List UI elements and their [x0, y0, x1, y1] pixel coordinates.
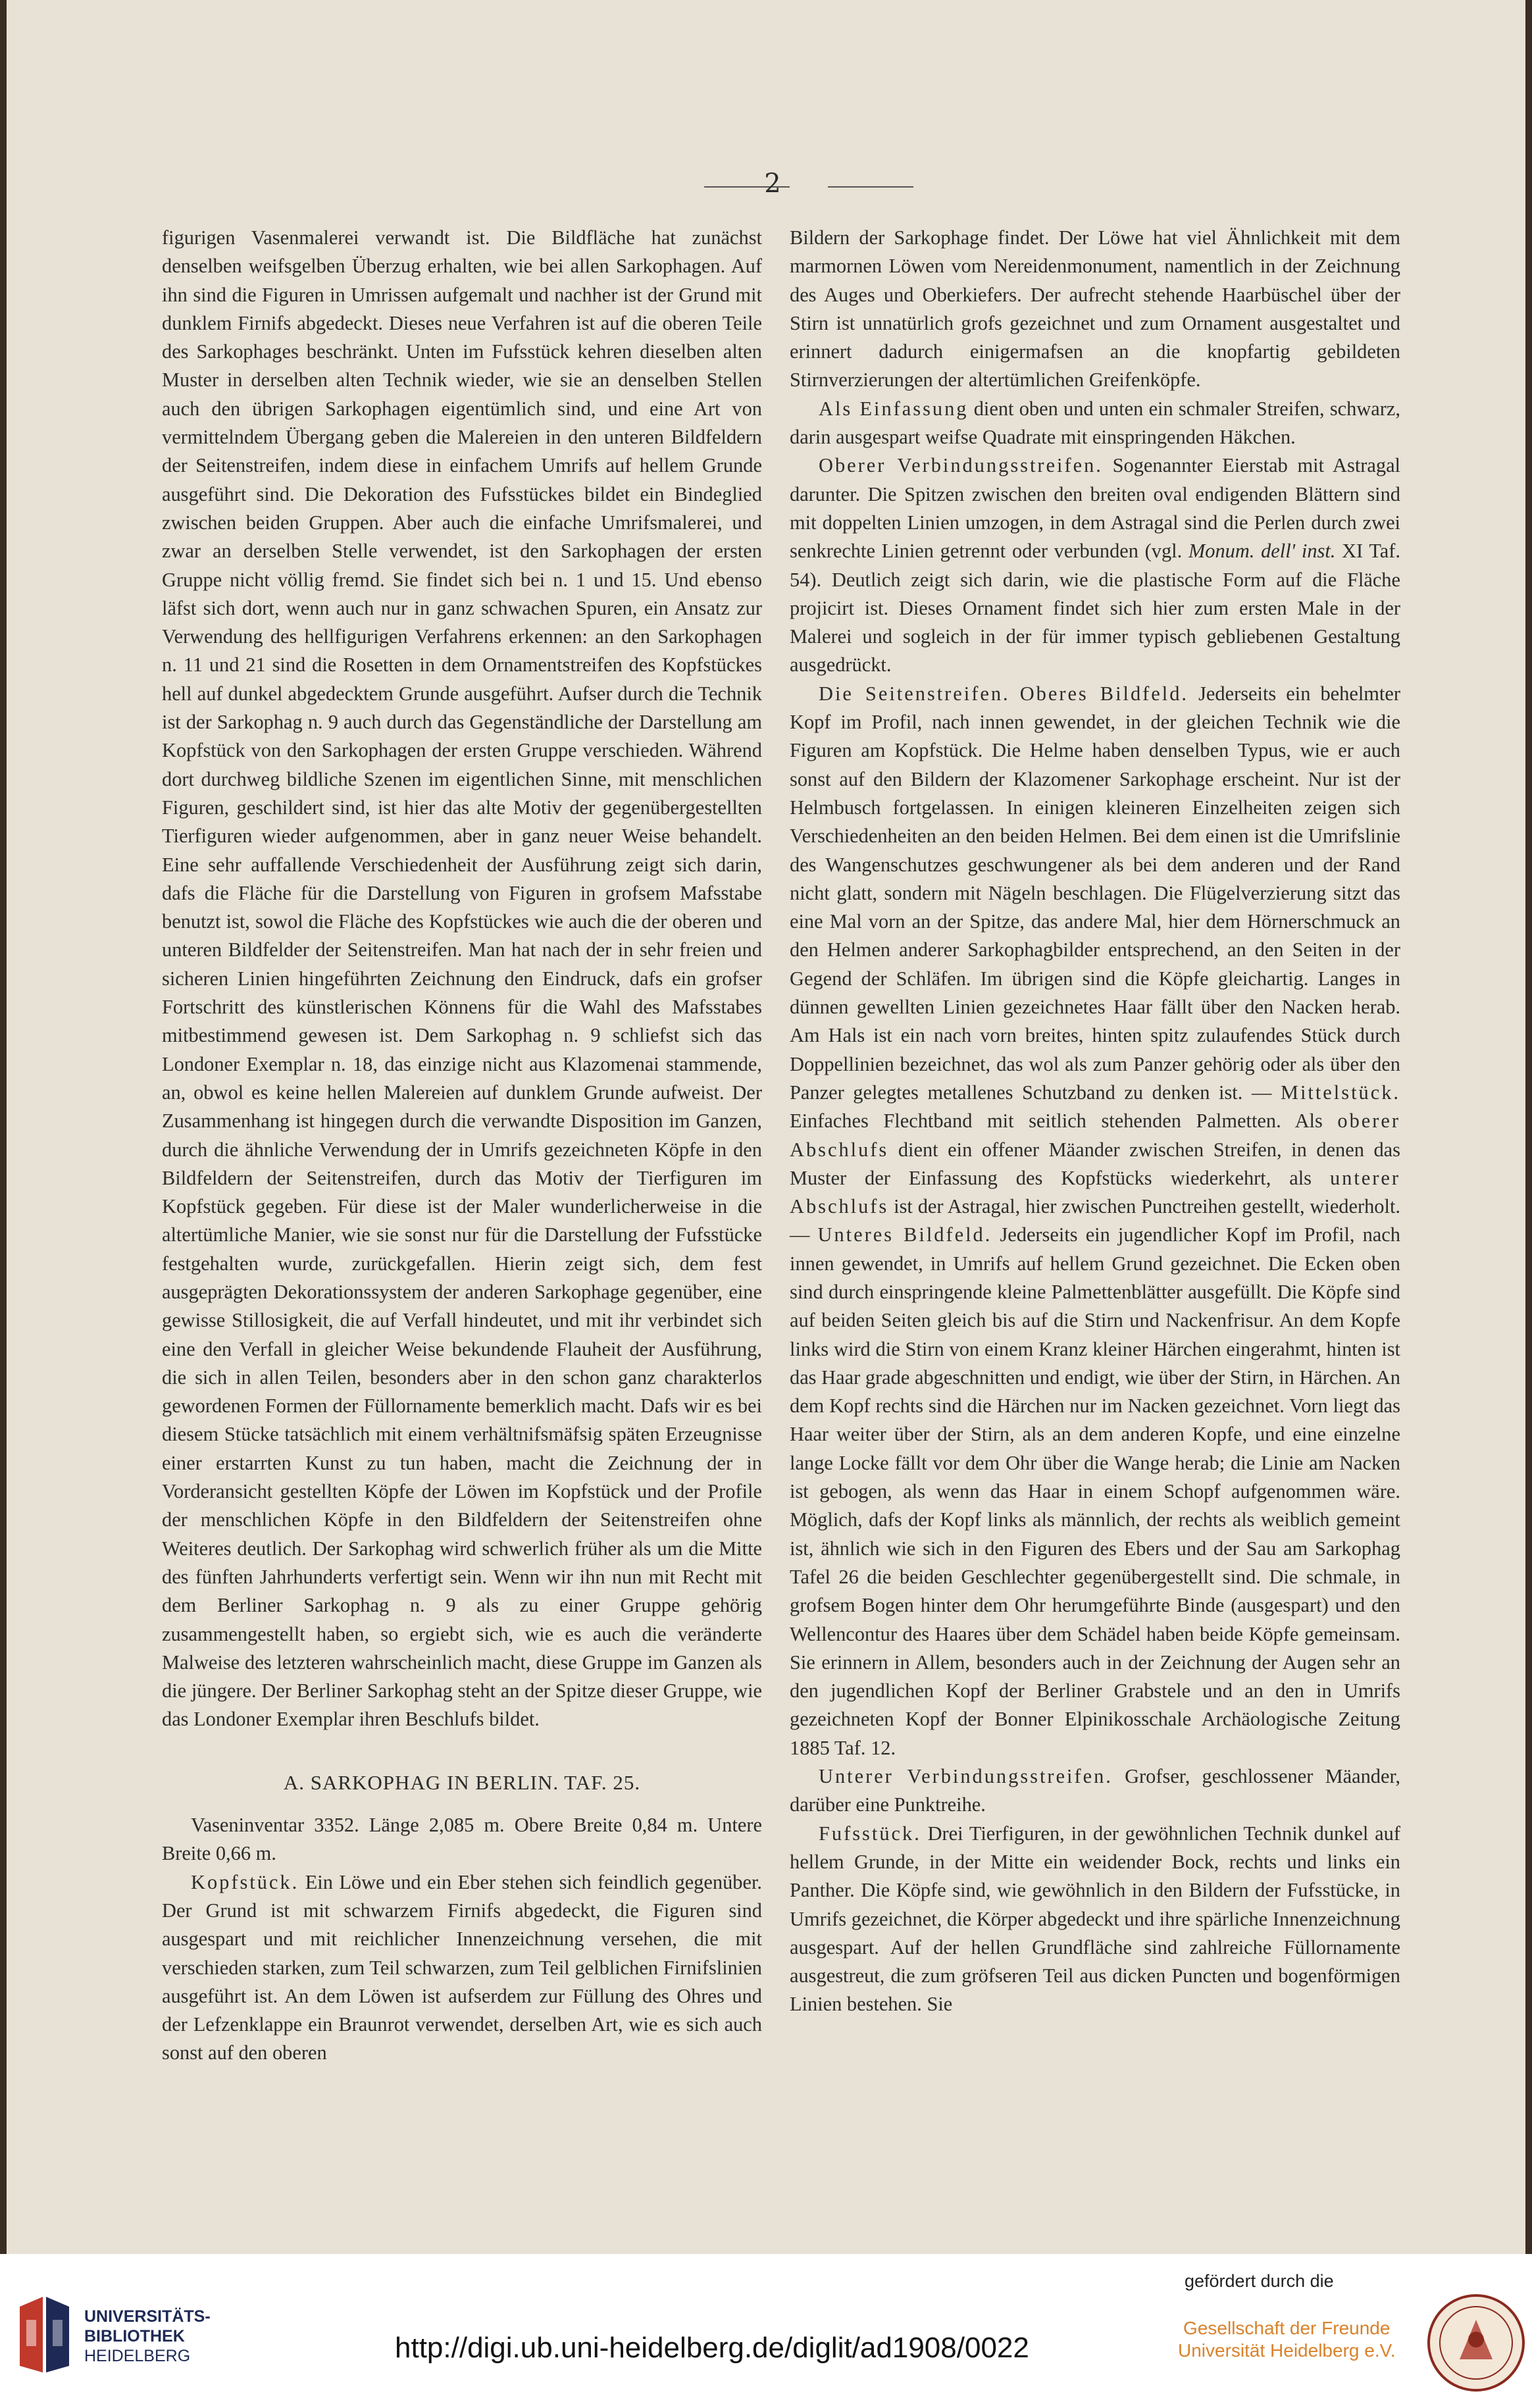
right-column: [790, 224, 1400, 2019]
right-paragraph-5-text: Grofser, geschlossener Mäander, darüber eine Punktreihe.: [790, 1765, 1400, 1816]
left-paragraph-2: Vaseninventar 3352. Länge 2,085 m. Obere Breite 0,84 m. Untere Breite 0,66 m.: [162, 1814, 762, 1865]
library-line-1: UNIVERSITÄTS-: [84, 2307, 211, 2326]
label-oberer-abschluss: oberer Abschlufs: [790, 1110, 1400, 1161]
library-name: [84, 2307, 211, 2366]
right-paragraph-4-text-d: ist der Astragal, hier zwischen Punctreihen gestellt, wiederholt. —: [790, 1195, 1400, 1246]
label-unterer-verbindungsstreifen: Unterer Verbindungsstreifen.: [819, 1765, 1113, 1788]
page-number-rule-right: [828, 186, 913, 188]
left-paragraph-3: [162, 1868, 762, 2068]
right-paragraph-2-text: dient oben und unten ein schmaler Streifen, schwarz, darin ausgespart weifse Quadrate mit einspringenden Häkchen.: [790, 397, 1400, 449]
sponsor-line-1: Gesellschaft der Freunde: [1183, 2318, 1391, 2338]
right-paragraph-4-text-b: Einfaches Flechtband mit seitlich stehenden Palmetten. Als: [790, 1110, 1323, 1133]
label-oberes-bildfeld: Oberes Bildfeld.: [1019, 682, 1189, 705]
digitization-footer: [0, 2254, 1532, 2408]
right-paragraph-3: [790, 451, 1400, 679]
label-fussstueck: Fufsstück.: [819, 1822, 921, 1845]
library-line-3: HEIDELBERG: [84, 2347, 191, 2365]
label-unterer-abschluss: unterer Abschlufs: [790, 1166, 1400, 1218]
section-heading: A. SARKOPHAG IN BERLIN. TAF. 25.: [283, 1770, 641, 1794]
sponsor-name: [1178, 2317, 1395, 2362]
right-paragraph-3-text-b: XI Taf. 54). Deutlich zeigt sich darin, wie die plastische Form auf die Fläche projicirt ist. Dieses Ornament findet sich hier zum ersten Male in der Malerei und sogleich in der für immer typisch gebliebenen Gestaltung ausgedrückt.: [790, 540, 1400, 677]
label-seitenstreifen: Die Seitenstreifen.: [819, 682, 1010, 705]
label-oberer-verbindungsstreifen: Oberer Verbindungsstreifen.: [819, 454, 1103, 477]
label-kopfstueck: Kopfstück.: [191, 1870, 299, 1893]
label-einfassung: Als Einfassung: [819, 397, 969, 420]
label-mittelstueck: Mittelstück.: [1280, 1081, 1400, 1104]
university-seal-icon: [1427, 2293, 1525, 2392]
ub-heidelberg-logo-icon: [13, 2293, 76, 2379]
right-paragraph-4-text-a: Jederseits ein behelmter Kopf im Profil, nach innen gewendet, in der gleichen Technik wie die Figuren am Kopfstück. Die Helme haben denselben Typus, wie er auch sonst auf den Bildern der Klazomener Sarkophage erscheint. Nur ist der Helmbusch fortgelassen. In einigen kleineren Einzelheiten zeigen sich Verschiedenheiten an den beiden Helmen. Bei dem einen ist die Umrifslinie des Wangenschutzes geschwungener als bei dem anderen und der Rand nicht glatt, sondern mit Nägeln beschlagen. Die Flügelverzierung sitzt das eine Mal vorn an der Spitze, das andere Mal, hier dem Hörnerschmuck an den Helmen anderer Sarkophagbilder entsprechend, an den Seiten in der Gegend der Schläfen. Im übrigen sind die Köpfe gleichartig. Langes in dünnen gewellten Linien gezeichnetes Haar fällt über den Nacken herab. Am Hals ist ein nach vorn breites, hinten spitz zulaufendes Stück durch Doppellinien bezeichnet, das wol als zum Panzer gehörig oder als über den Panzer gelegtes metallenes Schutzband zu denken ist. —: [790, 682, 1400, 1104]
document-paper: [7, 0, 1525, 2254]
sponsor-intro: gefördert durch die: [1185, 2271, 1334, 2291]
right-paragraph-4-text-c: dient ein offener Mäander zwischen Streifen, in denen das Muster der Einfassung des Kopfstücks wiederkehrt, als: [790, 1138, 1400, 1189]
library-line-2: BIBLIOTHEK: [84, 2327, 185, 2345]
right-paragraph-1: Bildern der Sarkophage findet. Der Löwe hat viel Ähnlichkeit mit dem marmornen Löwen vom Nereidenmonument, namentlich in der Zeichnung des Auges und Oberkiefers. Der aufrecht stehende Haarbüschel über der Stirn ist unnatürlich grofs gezeichnet und zum Ornament ausgestaltet und erinnert dadurch einigermafsen an die knopfartig gebildeten Stirnverzierungen der altertümlichen Greifenköpfe.: [790, 226, 1400, 392]
right-paragraph-6-text: Drei Tierfiguren, in der gewöhnlichen Technik dunkel auf hellem Grunde, in der Mitte ein weidender Bock, rechts und links ein Panther. Die Köpfe sind, wie gewöhnlich in den Bildern der Fufsstücke, in Umrifs gezeichnet, die Körper abgedeckt und ihre spärliche Innenzeichnung ausgespart. Auf der hellen Grundfläche sind zahlreiche Füllornamente ausgestreut, die zum gröfseren Teil aus dicken Puncten und bogenförmigen Linien bestehen. Sie: [790, 1822, 1400, 2016]
left-paragraph-3-text: Ein Löwe und ein Eber stehen sich feindlich gegenüber. Der Grund ist mit schwarzem Firnifs abgedeckt, die Figuren sind ausgespart und mit reichlicher Innenzeichnung versehen, die mit verschieden starken, zum Teil schwarzen, zum Teil gelblichen Firnifslinien ausgeführt ist. An dem Löwen ist aufserdem zur Füllung des Ohres und der Lefzenklappe ein Braunrot verwendet, derselben Art, wie es sich auch sonst auf den oberen: [162, 1870, 762, 2064]
left-paragraph-1: figurigen Vasenmalerei verwandt ist. Die Bildfläche hat zunächst denselben weifsgelben Überzug erhalten, wie bei allen Sarkophagen. Auf ihn sind die Figuren in Umrissen aufgemalt und nachher ist der Grund mit dunklem Firnifs abgedeckt. Dieses neue Verfahren ist auf die oberen Teile des Sarkophages beschränkt. Unten im Fufsstück kehren dieselben alten Muster in derselben alten Technik wieder, wie sie an denselben Stellen auch den übrigen Sarkophagen eigentümlich sind, und eine Art von vermittelndem Übergang geben die Malereien in den unteren Bildfeldern der Seitenstreifen, indem diese in einfachem Umrifs auf hellem Grunde ausgeführt sind. Die Dekoration des Fufsstückes bildet ein Bindeglied zwischen beiden Gruppen. Aber auch die einfache Umrifsmalerei, und zwar an derselben Stelle verwendet, ist den Sarkophagen der ersten Gruppe nicht völlig fremd. Sie findet sich bei n. 1 und 15. Und ebenso läfst sich dort, wenn auch nur in ganz schwachen Spuren, ein Ansatz zur Verwendung des hellfigurigen Verfahrens erkennen: an den Sarkophagen n. 11 und 21 sind die Rosetten in dem Ornamentstreifen des Kopfstückes hell auf dunkel abgedecktem Grunde ausgeführt. Aufser durch die Technik ist der Sarkophag n. 9 auch durch das Gegenständliche der Darstellung am Kopfstück von den Sarkophagen der ersten Gruppe verschieden. Während dort durchweg bildliche Szenen im eigentlichen Sinne, mit menschlichen Figuren, geschildert sind, ist hier das alte Motiv der gegenübergestellten Tierfiguren wieder aufgenommen, aber in ganz neuer Weise behandelt. Eine sehr auffallende Verschiedenheit der Ausführung zeigt sich darin, dafs die Fläche für die Darstellung von Figuren in grofsem Mafsstabe benutzt ist, sowol die Fläche des Kopfstückes wie auch die der oberen und unteren Bildfelder der Seitenstreifen. Man hat nach der in sehr freien und sicheren Linien hingeführten Zeichnung den Eindruck, dafs ein grofser Fortschritt des künstlerischen Könnens für die Wahl des Mafsstabes mitbestimmend gewesen ist. Dem Sarkophag n. 9 schliefst sich das Londoner Exemplar n. 18, das einzige nicht aus Klazomenai stammende, an, obwol es keine hellen Malereien auf dunklem Grunde aufweist. Der Zusammenhang ist hingegen durch die verwandte Disposition im Ganzen, durch die ähnliche Verwendung der in Umrifs gezeichneten Köpfe in den Bildfeldern der Seitenstreifen, durch das Motiv der Tierfiguren im Kopfstück gegeben. Für diese ist der Maler wunderlicherweise in die altertümliche Manier, wie sie sonst nur für die Darstellung der Fufsstücke festgehalten wurde, zurückgefallen. Hierin zeigt sich, dem fest ausgeprägten Dekorationssystem der anderen Sarkophage gegenüber, eine gewisse Stillosigkeit, die auf Verfall hindeutet, und mit ihr verbindet sich eine den Verfall in gleicher Weise bekundende Flauheit der Ausführung, die sich in allen Teilen, besonders aber in den schon ganz charakterlos gewordenen Formen der Füllornamente bemerklich macht. Dafs wir es bei diesem Stücke tatsächlich mit einem verhältnifsmäfsig späten Erzeugnisse einer erstarrten Kunst zu tun haben, macht die Zeichnung der in Vorderansicht gestellten Köpfe der Löwen im Kopfstück und der Profile der menschlichen Köpfe in den Bildfeldern der Seitenstreifen ohne Weiteres deutlich. Der Sarkophag wird schwerlich früher als um die Mitte des fünften Jahrhunderts verfertigt sein. Wenn wir ihn nun mit Recht mit dem Berliner Sarkophag n. 9 als zu einer Gruppe gehörig zusammengestellt haben, so ergiebt sich, wie es auch die veränderte Malweise des letzteren wahrscheinlich macht, diese Gruppe im Ganzen als die jüngere. Der Berliner Sarkophag steht an der Spitze dieser Gruppe, wie das Londoner Exemplar ihren Beschlufs bildet.: [162, 226, 762, 1731]
label-unteres-bildfeld: Unteres Bildfeld.: [817, 1223, 992, 1246]
right-paragraph-2: [790, 395, 1400, 452]
right-paragraph-4: [790, 680, 1400, 1762]
right-paragraph-4-text-e: Jederseits ein jugendlicher Kopf im Profil, nach innen gewendet, in Umrifs auf hellem Grund gezeichnet. Die Ecken oben sind durch einspringende kleine Palmettenblätter ausgefüllt. Die Köpfe sind auf beiden Seiten gleich bis auf die Stirn und Nackenfrisur. An dem Kopfe links wird die Stirn von einem Kranz kleiner Härchen eingerahmt, hinten ist das Haar grade abgeschnitten und endigt, wie über der Stirn, in Härchen. An dem Kopf rechts sind die Härchen nur im Nacken gezeichnet. Vorn liegt das Haar weiter über der Stirn, als an dem anderen Kopfe, und eine einzelne lange Locke fällt vor dem Ohr über die Wange herab; die Linie am Nacken ist gebogen, als wenn das Haar in einem Schopf aufgenommen wäre. Möglich, dafs der Kopf links als männlich, der rechts als weiblich gemeint ist, ähnlich wie sich in den Figuren des Ebers und der Sau am Sarkophag Tafel 26 die beiden Geschlechter gegenübergestellt sind. Die schmale, in grofsem Bogen hinter dem Ohr herumgeführte Binde (ausgespart) und den Wellencontur des Haares über dem Schädel haben beide Köpfe gemeinsam. Sie erinnern in Allem, besonders auch in der Zeichnung der Augen sehr an den jugendlichen Kopf der Berliner Grabstele und an den in Umrifs gezeichneten Kopf der Bonner Elpinikosschale Archäologische Zeitung 1885 Taf. 12.: [790, 1223, 1400, 1759]
right-paragraph-6: [790, 1820, 1400, 2019]
sponsor-line-2: Universität Heidelberg e.V.: [1178, 2340, 1396, 2361]
citation-monum: Monum. dell' inst.: [1188, 540, 1336, 563]
right-paragraph-3-text-a: Sogenannter Eierstab mit Astragal darunter. Die Spitzen zwischen den breiten oval endigenden Blättern sind mit doppelten Linien umzogen, in dem Astragal sind die Perlen durch zwei senkrechte Linien getrennt oder verbunden (vgl.: [790, 454, 1400, 563]
left-column: [162, 224, 762, 2068]
page-number: 2: [764, 168, 781, 199]
right-paragraph-5: [790, 1762, 1400, 1820]
permalink-url[interactable]: http://digi.ub.uni-heidelberg.de/diglit/ad1908/0022: [395, 2332, 1029, 2364]
